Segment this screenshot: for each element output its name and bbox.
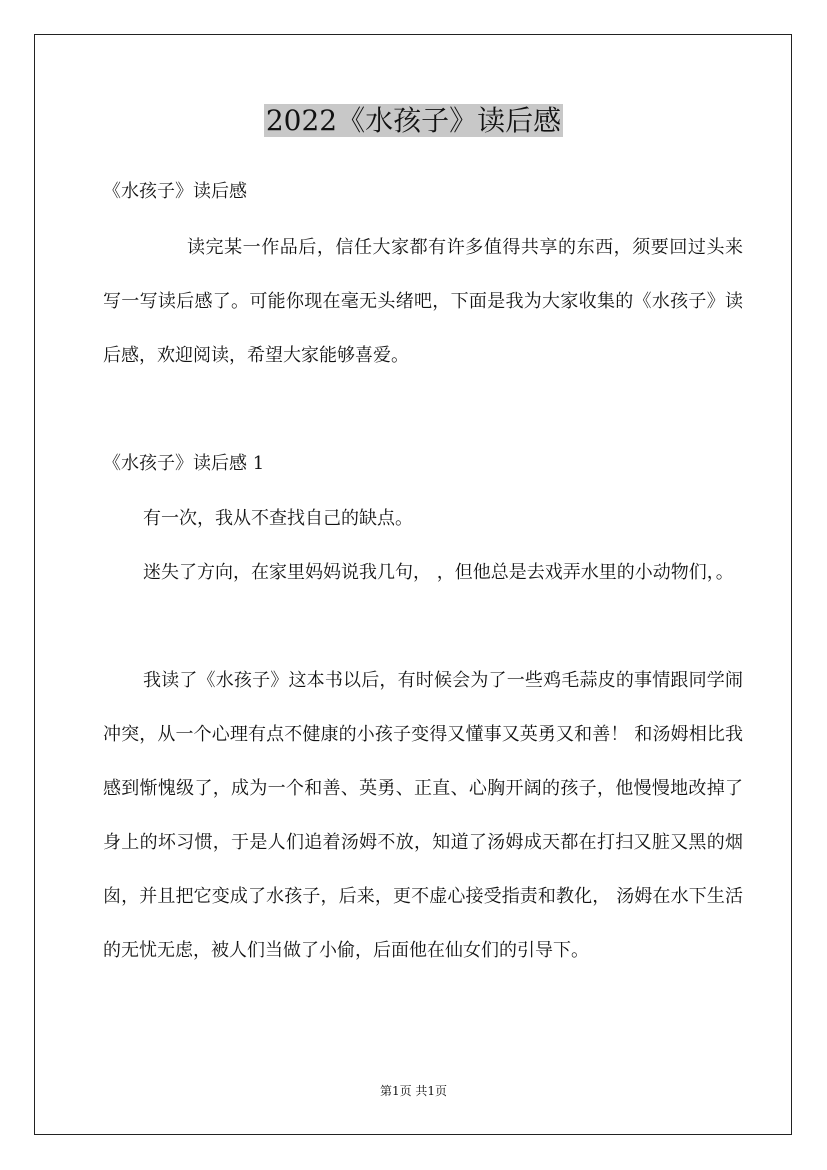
intro-paragraph: 读完某一作品后，信任大家都有许多值得共享的东西，须要回过头来写一写读后感了。可能你现在毫无头绪吧，下面是我为大家收集的《水孩子》读后感，欢迎阅读，希望大家能够喜爱。 xyxy=(103,237,743,366)
body-paragraph-2: 迷失了方向，在家里妈妈说我几句， ，但他总是去戏弄水里的小动物们，。 xyxy=(143,562,734,583)
body-paragraph-3: 我读了《水孩子》这本书以后，有时候会为了一些鸡毛蒜皮的事情跟同学闹冲突，从一个心理有点不健康的小孩子变得又懂事又英勇又和善！ 和汤姆相比我感到惭愧级了，成为一个和善、英勇、正直、心胸开阔的孩子，他慢慢地改掉了身上的坏习惯，于是人们追着汤姆不放，知道了汤姆成天都在打扫又脏又黑的烟囱，并且把它变成了水孩子，后来，更不虚心接受指责和教化， 汤姆在水下生活的无忧无虑，被人们当做了小偷，后面他在仙女们的引导下。 xyxy=(103,670,743,961)
document-title-block xyxy=(0,100,827,142)
section-heading: 《水孩子》读后感 1 xyxy=(103,453,265,474)
page-footer: 第1页 共1页 xyxy=(379,1084,448,1098)
document-title: 2022《水孩子》读后感 xyxy=(265,104,562,137)
subtitle: 《水孩子》读后感 xyxy=(103,181,247,202)
body-paragraph-1: 有一次，我从不查找自己的缺点。 xyxy=(143,508,413,529)
